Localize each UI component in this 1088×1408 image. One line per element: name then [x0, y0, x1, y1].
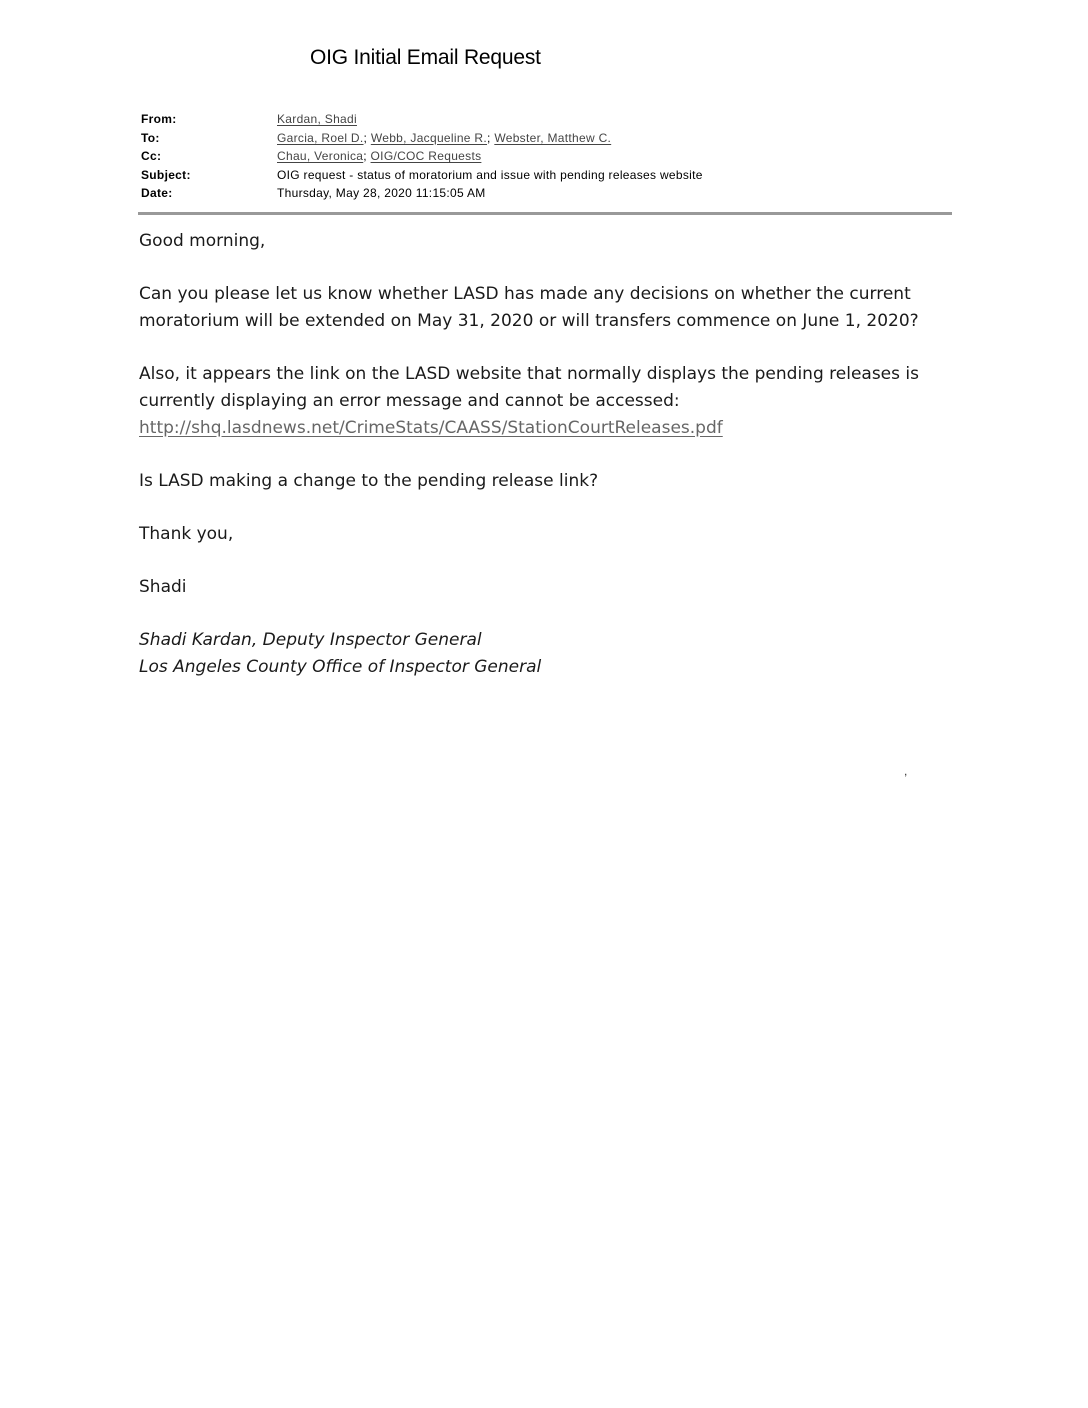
sender-name: Shadi — [139, 577, 187, 597]
stray-mark: , — [904, 764, 908, 778]
from-label: From: — [141, 112, 177, 126]
date-value: Thursday, May 28, 2020 11:15:05 AM — [277, 186, 486, 201]
page-title: OIG Initial Email Request — [310, 46, 541, 69]
cc-row — [141, 147, 953, 166]
email-body — [139, 228, 959, 681]
to-address[interactable]: Garcia, Roel D. — [277, 130, 364, 145]
header-divider — [138, 212, 952, 215]
subject-value: OIG request - status of moratorium and issue with pending releases website — [277, 167, 703, 182]
greeting: Good morning, — [139, 231, 266, 251]
cc-value — [277, 147, 953, 166]
body-paragraph-2-text: Also, it appears the link on the LASD website that normally displays the pending releases is currently displaying an error message and cannot be accessed: — [139, 364, 919, 411]
to-label: To: — [141, 130, 160, 145]
to-address[interactable]: Webb, Jacqueline R. — [370, 130, 488, 145]
date-row — [141, 184, 953, 203]
body-paragraph-1: Can you please let us know whether LASD has made any decisions on whether the current moratorium will be extended on May 31, 2020 or will transfers commence on June 1, 2020? — [139, 284, 919, 331]
signature-line-2: Los Angeles County Office of Inspector General — [139, 657, 542, 677]
to-row — [141, 129, 953, 148]
pending-releases-link[interactable]: http://shq.lasdnews.net/CrimeStats/CAASS/StationCourtReleases.pdf — [139, 418, 723, 438]
cc-address[interactable]: Chau, Veronica — [277, 149, 364, 164]
body-paragraph-2 — [139, 361, 959, 442]
subject-row — [141, 166, 953, 185]
address-separator: ; — [363, 149, 367, 164]
to-value — [277, 129, 953, 148]
signature-line-1: Shadi Kardan, Deputy Inspector General — [139, 630, 482, 650]
body-paragraph-3: Is LASD making a change to the pending release link? — [139, 471, 599, 491]
date-label: Date: — [141, 186, 173, 201]
email-header — [141, 110, 953, 203]
from-row — [141, 110, 953, 129]
cc-label: Cc: — [141, 149, 162, 164]
closing: Thank you, — [139, 524, 234, 544]
cc-address[interactable]: OIG/COC Requests — [370, 149, 482, 164]
address-separator: ; — [363, 130, 368, 145]
from-value — [277, 110, 953, 129]
address-separator: ; — [487, 130, 491, 145]
to-address[interactable]: Webster, Matthew C. — [494, 130, 612, 145]
subject-label: Subject: — [141, 167, 191, 182]
from-address[interactable]: Kardan, Shadi — [277, 112, 357, 126]
